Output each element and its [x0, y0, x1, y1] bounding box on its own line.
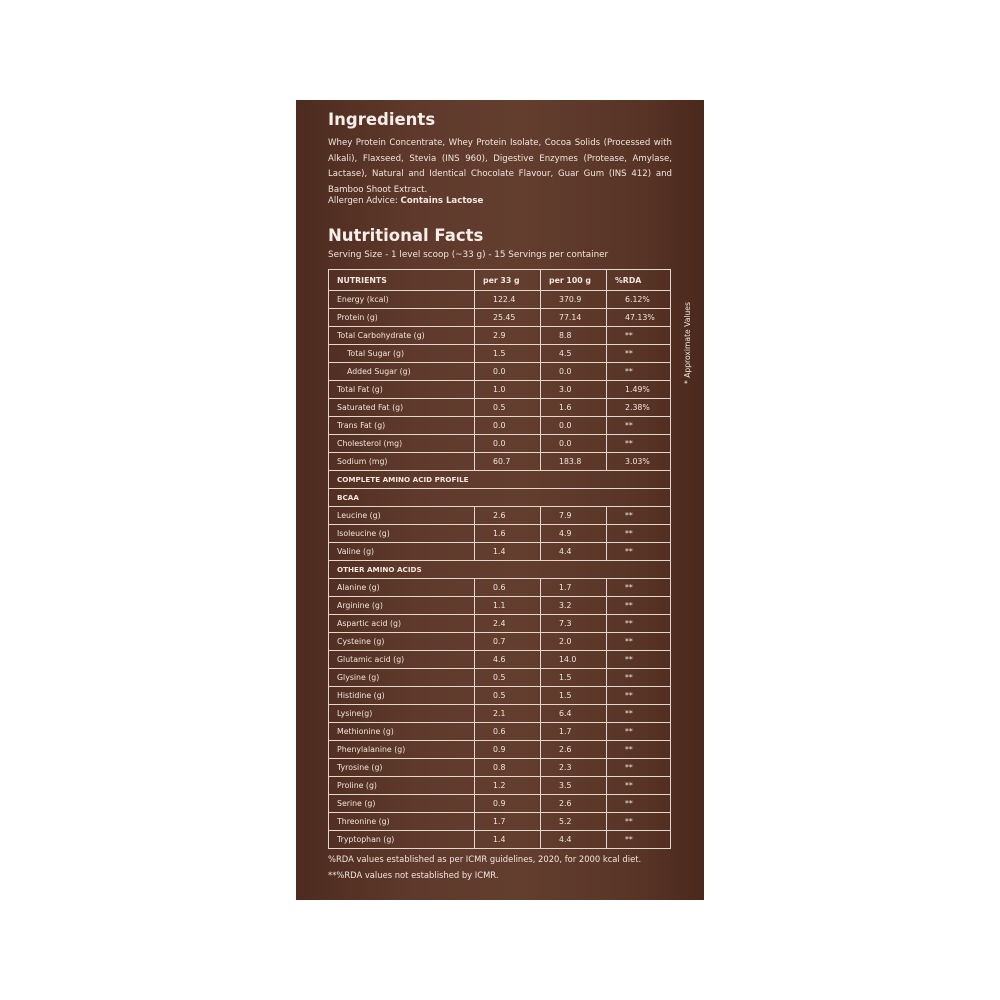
- nutrition-title: Nutritional Facts: [328, 226, 484, 245]
- nutrient-name: Cysteine (g): [329, 633, 475, 651]
- header-per-33g: per 33 g: [475, 270, 541, 291]
- value-per-100g: 370.9: [541, 291, 607, 309]
- table-header-row: [329, 270, 671, 291]
- value-per-100g: 1.6: [541, 399, 607, 417]
- table-row: [329, 633, 671, 651]
- nutrient-name: Tryptophan (g): [329, 831, 475, 849]
- value-per-33g: 0.0: [475, 435, 541, 453]
- value-rda: **: [607, 687, 671, 705]
- value-per-33g: 1.0: [475, 381, 541, 399]
- value-per-33g: 2.1: [475, 705, 541, 723]
- table-row: [329, 543, 671, 561]
- nutrient-name: Phenylalanine (g): [329, 741, 475, 759]
- section-row: [329, 471, 671, 489]
- nutrient-name: Threonine (g): [329, 813, 475, 831]
- nutrient-name: Leucine (g): [329, 507, 475, 525]
- table-row: [329, 705, 671, 723]
- table-row: [329, 507, 671, 525]
- nutrient-name: Added Sugar (g): [329, 363, 475, 381]
- section-row: [329, 561, 671, 579]
- value-per-33g: 1.6: [475, 525, 541, 543]
- value-per-33g: 0.5: [475, 669, 541, 687]
- table-row: [329, 615, 671, 633]
- value-per-100g: 77.14: [541, 309, 607, 327]
- value-per-100g: 3.0: [541, 381, 607, 399]
- value-per-100g: 8.8: [541, 327, 607, 345]
- value-rda: **: [607, 327, 671, 345]
- value-per-33g: 1.4: [475, 831, 541, 849]
- value-per-33g: 1.7: [475, 813, 541, 831]
- value-per-100g: 1.7: [541, 723, 607, 741]
- value-per-100g: 0.0: [541, 417, 607, 435]
- section-heading: BCAA: [329, 489, 671, 507]
- nutrient-name: Tyrosine (g): [329, 759, 475, 777]
- value-per-100g: 5.2: [541, 813, 607, 831]
- section-heading: OTHER AMINO ACIDS: [329, 561, 671, 579]
- nutrient-name: Arginine (g): [329, 597, 475, 615]
- value-per-100g: 14.0: [541, 651, 607, 669]
- nutrient-name: Energy (kcal): [329, 291, 475, 309]
- section-heading: COMPLETE AMINO ACID PROFILE: [329, 471, 671, 489]
- ingredients-text: Whey Protein Concentrate, Whey Protein Isolate, Cocoa Solids (Processed with Alkali), Flaxseed, Stevia (INS 960), Digestive Enzymes (Protease, Amylase, Lactase), Natural and Identical Chocolate Flavour, Guar Gum (INS 412) and Bamboo Shoot Extract.: [328, 138, 672, 195]
- nutrient-name: Valine (g): [329, 543, 475, 561]
- footnote-not-established: **%RDA values not established by ICMR.: [328, 870, 499, 880]
- value-rda: 6.12%: [607, 291, 671, 309]
- value-rda: **: [607, 507, 671, 525]
- value-per-100g: 4.9: [541, 525, 607, 543]
- value-rda: **: [607, 345, 671, 363]
- ingredients-title: Ingredients: [328, 110, 436, 129]
- table-row: [329, 435, 671, 453]
- value-rda: **: [607, 759, 671, 777]
- value-per-100g: 183.8: [541, 453, 607, 471]
- value-per-33g: 0.9: [475, 795, 541, 813]
- value-rda: **: [607, 777, 671, 795]
- value-per-100g: 6.4: [541, 705, 607, 723]
- value-rda: 3.03%: [607, 453, 671, 471]
- table-row: [329, 345, 671, 363]
- value-per-100g: 2.6: [541, 795, 607, 813]
- value-per-33g: 0.9: [475, 741, 541, 759]
- value-per-100g: 2.3: [541, 759, 607, 777]
- approximate-values-note: * Approximate Values: [683, 302, 692, 384]
- table-row: [329, 651, 671, 669]
- nutrient-name: Aspartic acid (g): [329, 615, 475, 633]
- nutrient-name: Trans Fat (g): [329, 417, 475, 435]
- value-per-100g: 7.9: [541, 507, 607, 525]
- value-per-100g: 4.4: [541, 831, 607, 849]
- allergen-advice: [328, 196, 483, 206]
- nutrition-table: [328, 269, 671, 849]
- value-rda: **: [607, 741, 671, 759]
- nutrient-name: Methionine (g): [329, 723, 475, 741]
- value-rda: **: [607, 669, 671, 687]
- nutrient-name: Cholesterol (mg): [329, 435, 475, 453]
- table-row: [329, 759, 671, 777]
- table-row: [329, 525, 671, 543]
- value-per-100g: 3.5: [541, 777, 607, 795]
- table-row: [329, 453, 671, 471]
- value-rda: 1.49%: [607, 381, 671, 399]
- nutrient-name: Histidine (g): [329, 687, 475, 705]
- value-per-33g: 2.9: [475, 327, 541, 345]
- value-rda: **: [607, 597, 671, 615]
- value-per-33g: 25.45: [475, 309, 541, 327]
- value-per-33g: 0.6: [475, 579, 541, 597]
- value-per-100g: 1.5: [541, 687, 607, 705]
- nutrient-name: Total Carbohydrate (g): [329, 327, 475, 345]
- value-rda: **: [607, 795, 671, 813]
- value-rda: **: [607, 435, 671, 453]
- section-row: [329, 489, 671, 507]
- value-per-33g: 1.5: [475, 345, 541, 363]
- table-row: [329, 579, 671, 597]
- value-per-100g: 1.7: [541, 579, 607, 597]
- nutrient-name: Proline (g): [329, 777, 475, 795]
- value-per-33g: 0.0: [475, 363, 541, 381]
- value-per-100g: 3.2: [541, 597, 607, 615]
- table-row: [329, 399, 671, 417]
- table-row: [329, 597, 671, 615]
- value-per-33g: 1.1: [475, 597, 541, 615]
- value-per-33g: 0.5: [475, 687, 541, 705]
- nutrition-label-panel: [296, 100, 704, 900]
- nutrient-name: Glysine (g): [329, 669, 475, 687]
- nutrition-table-body: [329, 291, 671, 849]
- table-row: [329, 381, 671, 399]
- table-row: [329, 363, 671, 381]
- nutrient-name: Alanine (g): [329, 579, 475, 597]
- table-row: [329, 831, 671, 849]
- table-row: [329, 813, 671, 831]
- value-rda: **: [607, 615, 671, 633]
- nutrient-name: Isoleucine (g): [329, 525, 475, 543]
- value-per-100g: 0.0: [541, 435, 607, 453]
- nutrient-name: Lysine(g): [329, 705, 475, 723]
- nutrient-name: Sodium (mg): [329, 453, 475, 471]
- value-per-33g: 0.7: [475, 633, 541, 651]
- table-row: [329, 795, 671, 813]
- value-rda: **: [607, 705, 671, 723]
- value-per-100g: 0.0: [541, 363, 607, 381]
- value-per-33g: 0.6: [475, 723, 541, 741]
- value-per-33g: 60.7: [475, 453, 541, 471]
- value-rda: **: [607, 417, 671, 435]
- value-rda: **: [607, 525, 671, 543]
- allergen-label: Allergen Advice:: [328, 196, 401, 206]
- nutrient-name: Protein (g): [329, 309, 475, 327]
- value-per-100g: 2.6: [541, 741, 607, 759]
- table-row: [329, 687, 671, 705]
- value-rda: **: [607, 543, 671, 561]
- table-row: [329, 777, 671, 795]
- nutrient-name: Saturated Fat (g): [329, 399, 475, 417]
- value-per-33g: 0.8: [475, 759, 541, 777]
- value-per-33g: 0.5: [475, 399, 541, 417]
- table-row: [329, 741, 671, 759]
- value-rda: **: [607, 363, 671, 381]
- value-rda: **: [607, 723, 671, 741]
- value-per-33g: 0.0: [475, 417, 541, 435]
- value-rda: **: [607, 579, 671, 597]
- value-per-33g: 122.4: [475, 291, 541, 309]
- value-per-33g: 2.6: [475, 507, 541, 525]
- table-row: [329, 327, 671, 345]
- table-row: [329, 723, 671, 741]
- nutrient-name: Total Fat (g): [329, 381, 475, 399]
- serving-size: Serving Size - 1 level scoop (~33 g) - 15 Servings per container: [328, 250, 609, 260]
- header-per-100g: per 100 g: [541, 270, 607, 291]
- header-nutrients: NUTRIENTS: [329, 270, 475, 291]
- nutrient-name: Serine (g): [329, 795, 475, 813]
- value-per-100g: 7.3: [541, 615, 607, 633]
- value-per-33g: 1.4: [475, 543, 541, 561]
- value-per-100g: 4.4: [541, 543, 607, 561]
- table-row: [329, 417, 671, 435]
- footnote-rda: %RDA values established as per ICMR guidelines, 2020, for 2000 kcal diet.: [328, 854, 642, 864]
- value-per-100g: 2.0: [541, 633, 607, 651]
- table-row: [329, 291, 671, 309]
- table-row: [329, 309, 671, 327]
- nutrient-name: Total Sugar (g): [329, 345, 475, 363]
- value-per-33g: 2.4: [475, 615, 541, 633]
- value-rda: **: [607, 831, 671, 849]
- value-per-100g: 1.5: [541, 669, 607, 687]
- value-rda: **: [607, 651, 671, 669]
- table-row: [329, 669, 671, 687]
- value-per-33g: 1.2: [475, 777, 541, 795]
- allergen-value: Contains Lactose: [400, 196, 484, 206]
- value-per-100g: 4.5: [541, 345, 607, 363]
- nutrient-name: Glutamic acid (g): [329, 651, 475, 669]
- value-rda: **: [607, 813, 671, 831]
- value-per-33g: 4.6: [475, 651, 541, 669]
- value-rda: 47.13%: [607, 309, 671, 327]
- header-rda: %RDA: [607, 270, 671, 291]
- value-rda: 2.38%: [607, 399, 671, 417]
- value-rda: **: [607, 633, 671, 651]
